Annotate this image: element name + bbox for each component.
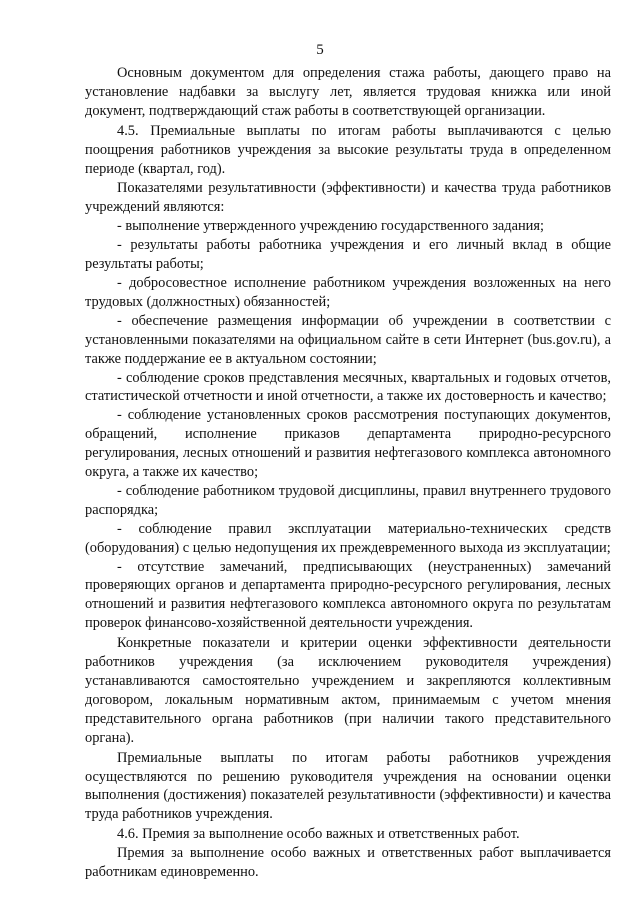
page-number: 5: [316, 42, 324, 58]
paragraph-performance-indicators: Показателями результативности (эффективности) и качества труда работников учреждений являются:: [85, 180, 611, 216]
document-body: [85, 64, 611, 882]
paragraph-4-5-bonus-payments: 4.5. Премиальные выплаты по итогам работы выплачиваются с целью поощрения работников учреждения за высокие результаты труда в определенном периоде (квартал, год).: [85, 122, 611, 177]
list-item-equipment-rules: - соблюдение правил эксплуатации материально-технических средств (оборудования) с целью недопущения их преждевременного выхода из эксплуатации;: [85, 520, 611, 556]
list-item-document-deadlines: - соблюдение установленных сроков рассмотрения поступающих документов, обращений, исполнение приказов департамента природно-ресурсного регулирования, лесных отношений и развития нефтегазового комплекса автономного округа, а также их качество;: [85, 407, 611, 481]
list-item-information-publishing: - обеспечение размещения информации об учреждении в соответствии с установленными показателями на официальном сайте в сети Интернет (bus.gov.ru), а также поддержание ее в актуальном состоянии;: [85, 312, 611, 367]
list-item-no-remarks: - отсутствие замечаний, предписывающих (неустраненных) замечаний проверяющих органов и департамента природно-ресурсного регулирования, лесных отношений и развития нефтегазового комплекса автономного округа по результатам проверок финансово-хозяйственной деятельности учреждения.: [85, 558, 611, 632]
paragraph-4-6-heading: 4.6. Премия за выполнение особо важных и ответственных работ.: [117, 826, 520, 843]
list-item-reporting-deadlines: - соблюдение сроков представления месячных, квартальных и годовых отчетов, статистической отчетности и иной отчетности, а также их достоверность и качество;: [85, 369, 611, 405]
list-item-labor-discipline: - соблюдение работником трудовой дисциплины, правил внутреннего трудового распорядка;: [85, 482, 611, 518]
list-item-work-results: - результаты работы работника учреждения и его личный вклад в общие результаты работы;: [85, 237, 611, 273]
list-item-duties: - добросовестное исполнение работником учреждения возложенных на него трудовых (должностных) обязанностей;: [85, 274, 611, 310]
paragraph-one-time-bonus: Премия за выполнение особо важных и ответственных работ выплачивается работникам единовременно.: [85, 845, 611, 881]
list-item-state-task: - выполнение утвержденного учреждению государственного задания;: [117, 218, 544, 235]
paragraph-bonus-decision: Премиальные выплаты по итогам работы работников учреждения осуществляются по решению руководителя учреждения на основании оценки выполнения (достижения) показателей результативности (эффективности) и качества труда работников учреждения.: [85, 749, 611, 823]
paragraph-work-record: Основным документом для определения стажа работы, дающего право на установление надбавки за выслугу лет, является трудовая книжка или иной документ, подтверждающий стаж работы в соответствующей организации.: [85, 65, 611, 119]
paragraph-specific-criteria: Конкретные показатели и критерии оценки эффективности деятельности работников учреждения (за исключением руководителя учреждения) устанавливаются самостоятельно учреждением и закрепляются коллективным договором, локальным нормативным актом, принимаемым с учетом мнения представительного органа работников (при наличии такого представительного органа).: [85, 635, 611, 746]
